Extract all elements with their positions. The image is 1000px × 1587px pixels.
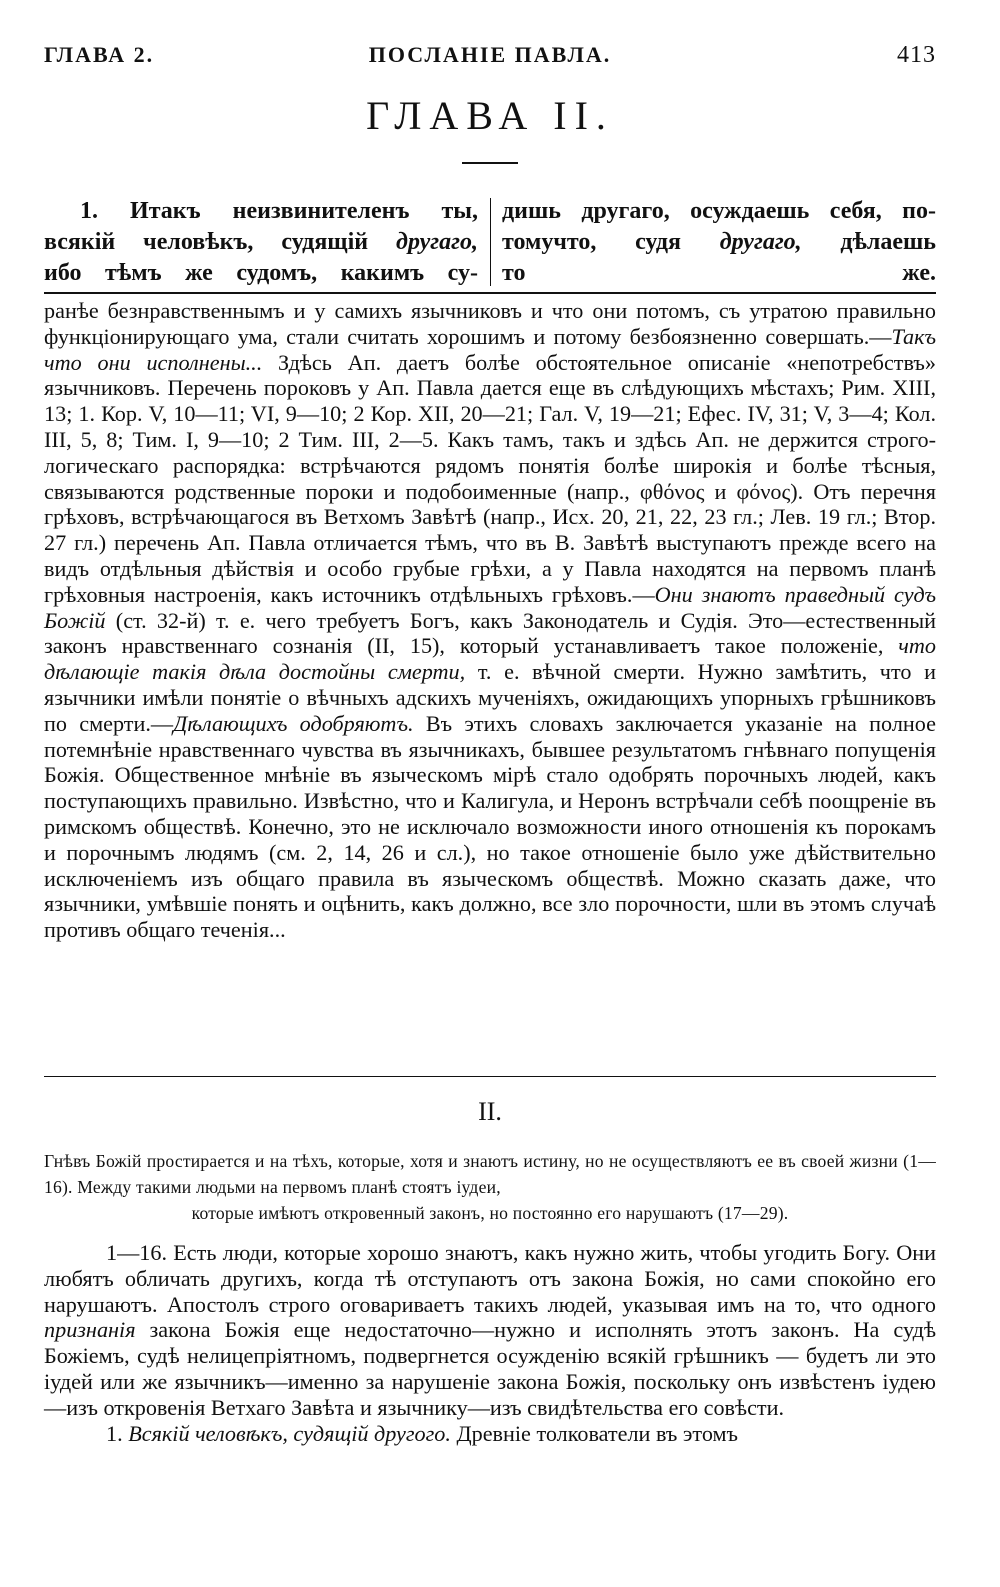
verse-line-fragment: дѣлаешь	[801, 229, 936, 255]
page-number: 413	[897, 42, 936, 68]
commentary-text: 1—16. Есть люди, которые хорошо знаютъ, какъ нужно жить, чтобы угодить Богу. Они любятъ обличать другихъ, когда тѣ отступаютъ отъ закона Божія, но сами спокойно его нарушаютъ. Апостолъ строго оговариваетъ такихъ людей, указывая имъ на то, что одного	[44, 1240, 936, 1317]
verse-number: 1.	[106, 1420, 123, 1446]
section-number: II.	[478, 1097, 502, 1126]
verse-line: то же.	[502, 260, 936, 286]
commentary-text: Древніе толкователи въ этомъ	[450, 1420, 739, 1446]
commentary-text: Здѣсь Ап. даетъ болѣе обстоятельное описаніе «непотребствъ» язычниковъ. Перечень пороковъ у Ап. Павла дается еще въ слѣдующихъ мѣстахъ; Рим. XIII, 13; 1. Кор. V, 10—11; VI, 9—10; 2 Кор. XII, 20—21; Гал. V, 19—21; Ефес. IV, 31; V, 3—4; Кол. III, 5, 8; Тим. I, 9—10; 2 Тим. III, 2—5. Какъ тамъ, такъ и здѣсь Ап. не держится строго-логическаго распорядка: встрѣчаются рядомъ понятія болѣе широкія и болѣе тѣсныя, связываются родственные пороки и подобоименные (напр., φθόνος и φόνος). Отъ перечня грѣховъ, встрѣчающагося въ Ветхомъ Завѣтѣ (напр., Исх. 20, 21, 22, 23 гл.; Лев. 19 гл.; Втор. 27 гл.) перечень Ап. Павла отличается тѣмъ, что въ В. Завѣтѣ выступаютъ прежде всего на видъ отдѣльныя дѣйствія и особо грубые грѣхи, а у Павла находятся на первомъ планѣ грѣховныя настроенія, какъ источникъ отдѣльныхъ грѣховъ.—	[44, 349, 936, 607]
commentary-italic: Такъ что они исполнены...	[44, 323, 936, 375]
verse-line-italic: другаго,	[396, 229, 478, 255]
verse-line: 1. Итакъ неизвинителенъ ты,	[80, 198, 478, 224]
section-summary	[44, 1148, 936, 1226]
verse-line	[44, 227, 478, 258]
commentary-block-2	[44, 1240, 936, 1446]
commentary-paragraph	[44, 1421, 936, 1447]
commentary-italic: Дѣлающихъ одобряютъ.	[173, 710, 414, 736]
commentary-text: закона Божія еще недостаточно—нужно и исполнять этотъ законъ. На судѣ Божіемъ, судѣ нелицепріятномъ, подвергнется осужденію всякій грѣшникъ — будетъ ли это іудей или же язычникъ—именно за нарушеніе закона Божія, поскольку онъ извѣстенъ іудею—изъ откровенія Ветхаго Завѣта и язычнику—изъ свидѣтельства его совѣсти.	[44, 1317, 936, 1420]
verse-column-divider	[490, 198, 491, 286]
commentary-text: т. е. вѣчной смерти. Нужно замѣтить, что и язычники имѣли понятіе о вѣчныхъ адскихъ мученіяхъ, ожидающихъ упорныхъ грѣшниковъ по смерти.—	[44, 659, 936, 736]
commentary-paragraph	[44, 298, 936, 943]
verse-line: дишь другаго, осуждаешь себя, по-	[502, 198, 936, 224]
commentary-end-rule	[44, 1076, 936, 1077]
verse-text-block	[44, 196, 936, 288]
verse-column-left	[44, 196, 478, 289]
chapter-title: ГЛАВА II.	[366, 93, 614, 138]
verse-line-fragment: томучто, судя	[502, 229, 720, 255]
commentary-text: Въ этихъ словахъ заключается указаніе на полное потемнѣніе нравственнаго чувства въ язычникахъ, бывшее результатомъ гнѣвнаго попущенія Божія. Общественное мнѣніе въ языческомъ мірѣ стало одобрять порочныхъ людей, какъ поступающихъ правильно. Извѣстно, что и Калигула, и Неронъ встрѣчали себѣ поощреніе въ римскомъ обществѣ. Конечно, это не исключало возможности иного отношенія къ порокамъ и порочнымъ людямъ (см. 2, 14, 26 и сл.), но такое отношеніе было уже дѣйствительно исключеніемъ изъ общаго правила въ языческомъ обществѣ. Можно сказать даже, что язычники, умѣвшіе понять и оцѣнить, какъ должно, все зло порочности, шли въ этомъ случаѣ противъ общаго теченія...	[44, 710, 936, 943]
commentary-paragraph	[44, 1240, 936, 1421]
running-head-chapter: ГЛАВА 2.	[44, 42, 155, 67]
commentary-italic: что дѣлающіе такія дѣла достойны смерти,	[44, 633, 936, 685]
summary-last-line: которые имѣютъ откровенный законъ, но постоянно его нарушаютъ (17—29).	[191, 1203, 789, 1223]
verse-column-right	[502, 196, 936, 289]
commentary-block-1	[44, 298, 936, 943]
page	[44, 0, 936, 1587]
commentary-text: (ст. 32-й) т. е. чего требуетъ Богъ, какъ Законодатель и Судія. Это—естественный законъ нравственнаго сознанія (II, 15), который устанавливаетъ такое положеніе,	[44, 607, 936, 659]
commentary-italic: признанія	[44, 1317, 136, 1343]
summary-text: Гнѣвъ Божій простирается и на тѣхъ, которые, хотя и знаютъ истину, но не осуществляютъ ее въ своей жизни (1—16). Между такими людьми на первомъ планѣ стоятъ іудеи,	[44, 1151, 936, 1197]
verse-line-fragment: всякій человѣкъ, судящій	[44, 229, 397, 255]
verse-line-italic: другаго,	[719, 229, 802, 255]
commentary-text: ранѣе безнравственнымъ и у самихъ язычниковъ и что они потомъ, съ утратою правильно функціонирующаго ума, стали считать хорошимъ и потому безбоязненно совершать.—	[44, 298, 936, 349]
commentary-italic: Они знаютъ праведный судъ Божій	[44, 581, 936, 633]
commentary-italic: Всякій человѣкъ, судящій другого.	[128, 1420, 451, 1446]
verse-line: ибо тѣмъ же судомъ, какимъ су-	[44, 260, 478, 286]
verse-line	[502, 227, 936, 258]
title-rule	[462, 162, 518, 164]
running-head	[44, 42, 936, 72]
running-head-title: ПОСЛАНІЕ ПАВЛА.	[368, 42, 612, 67]
verse-commentary-separator	[44, 292, 936, 294]
